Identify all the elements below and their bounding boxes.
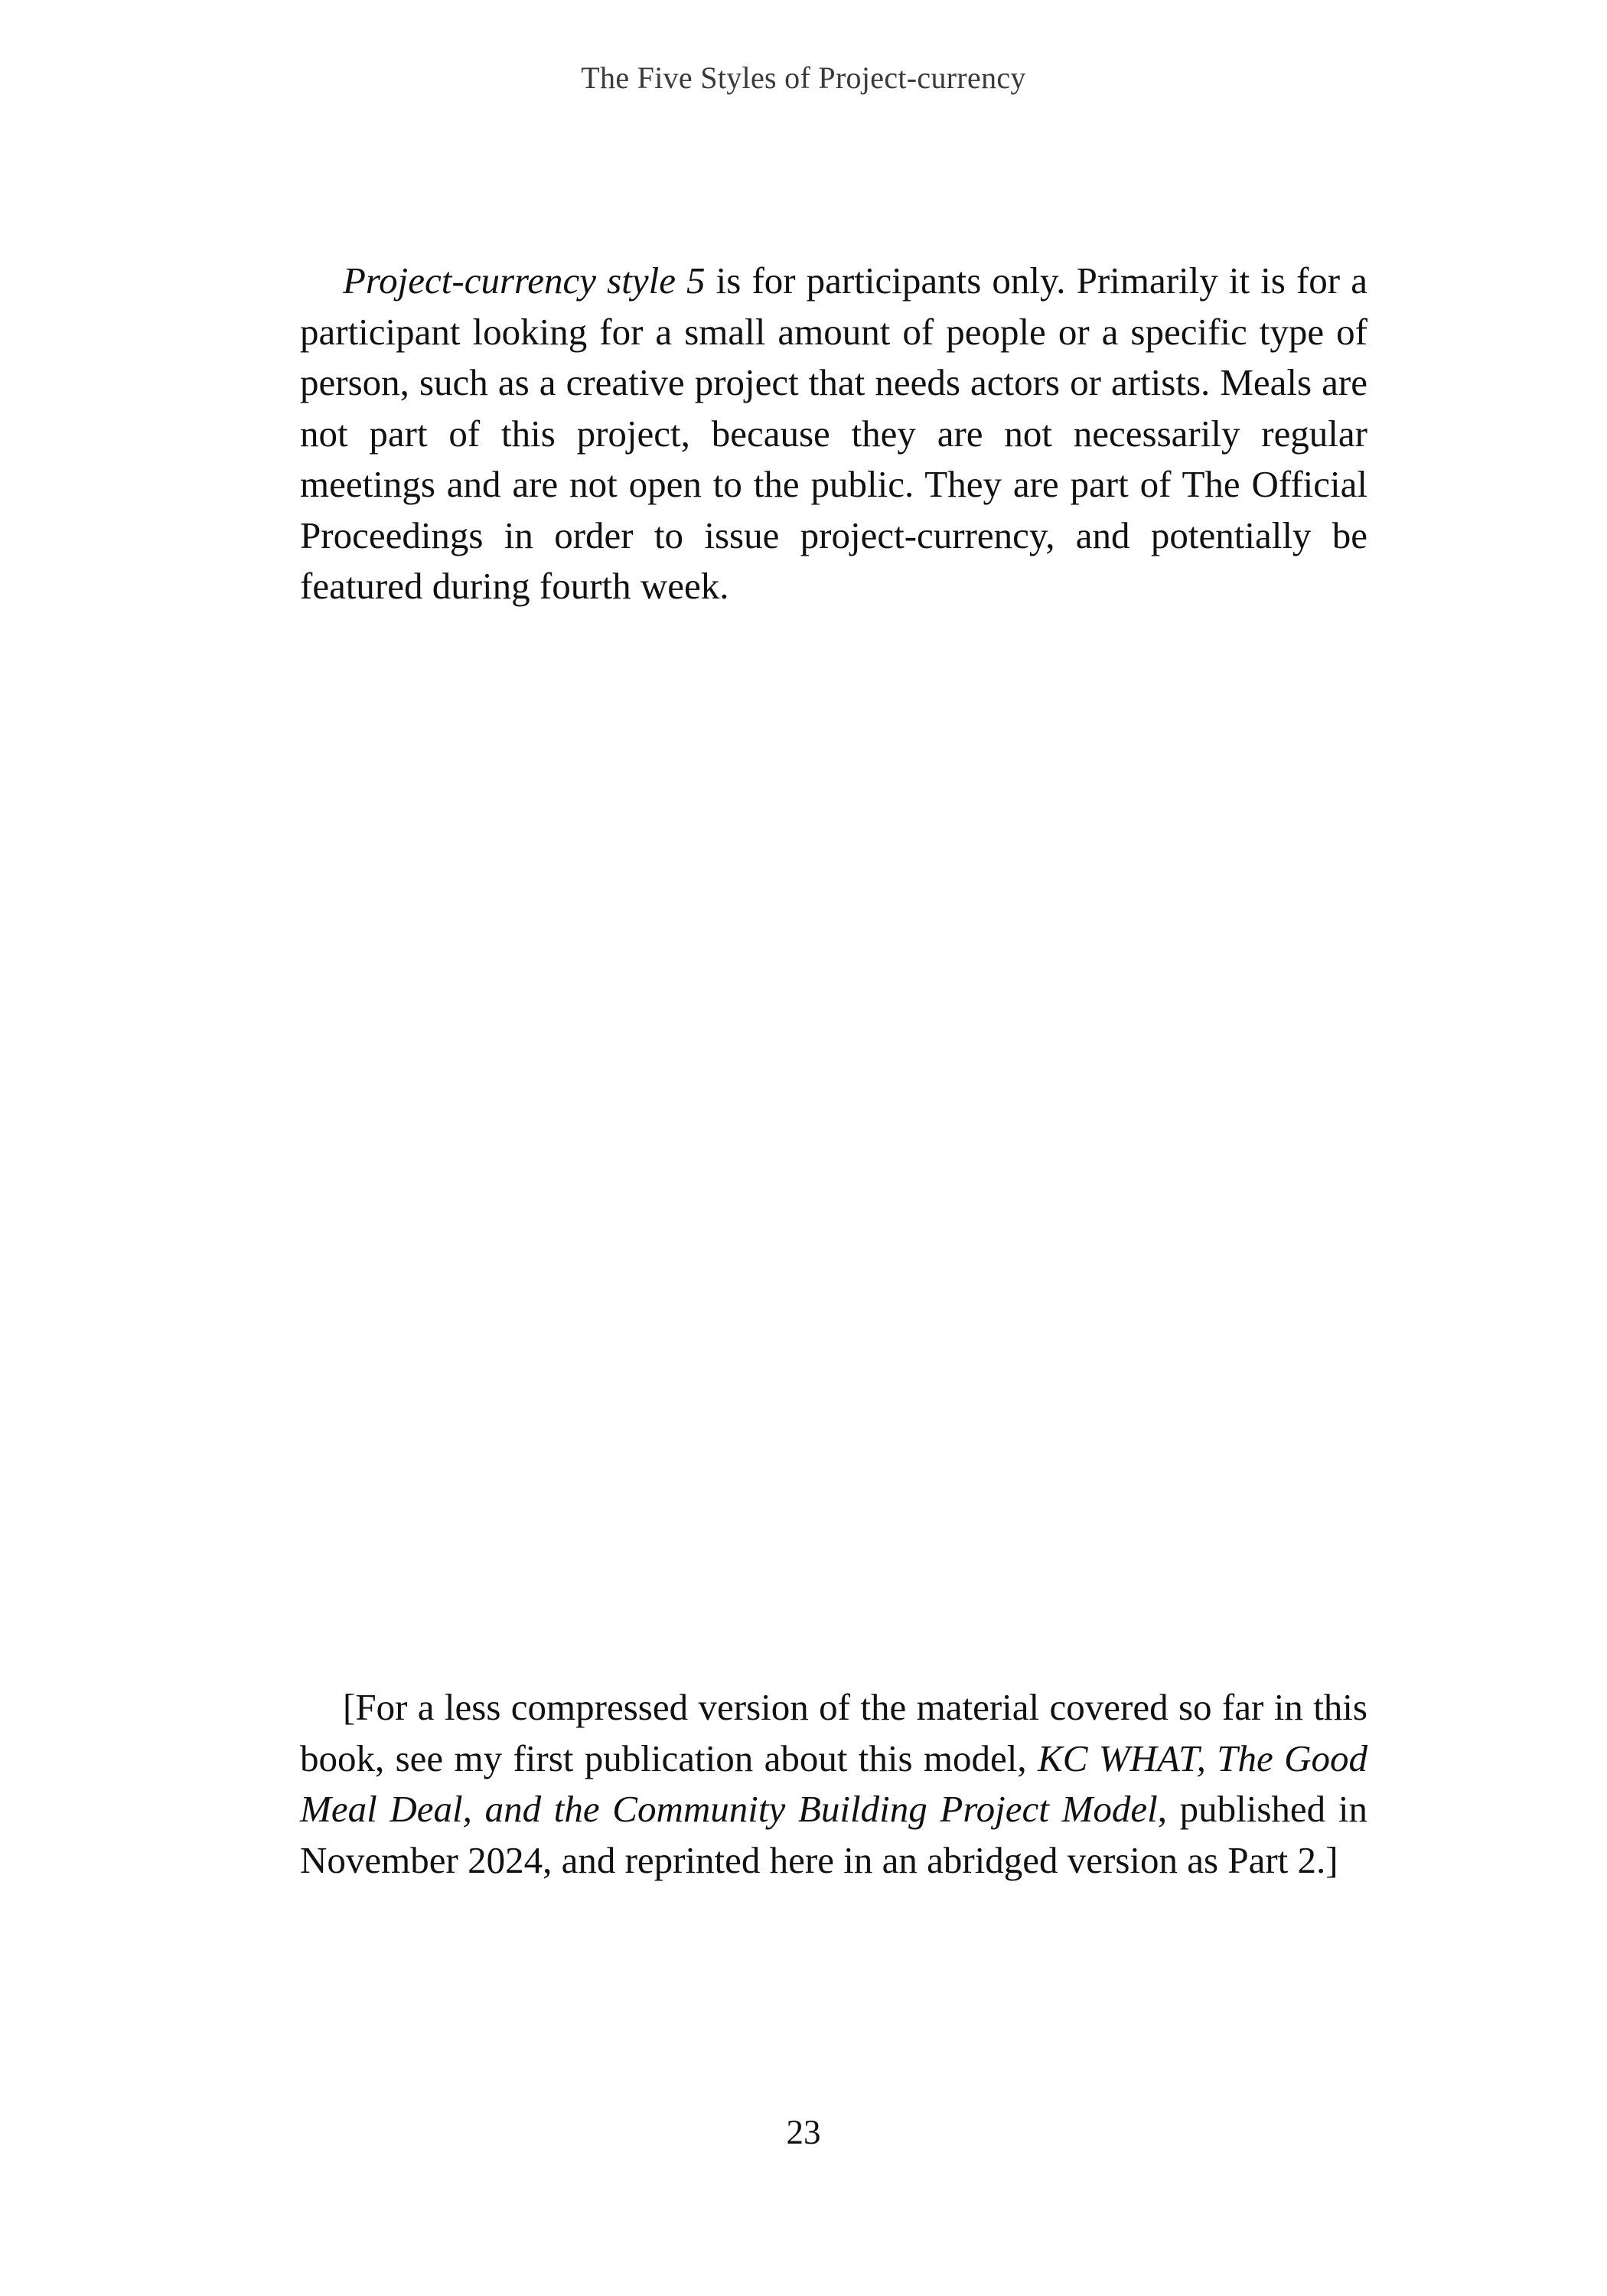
- paragraph-2-italic-title: KC WHAT, The Good Meal Deal, and the Community Building Project Model: [300, 1737, 1368, 1830]
- paragraph-project-currency-style-5: [300, 256, 1367, 612]
- body-text-upper: [300, 256, 1367, 612]
- paragraph-publication-note: [300, 1682, 1367, 1886]
- page-number: 23: [786, 2113, 821, 2151]
- paragraph-2-text-after: , published in November 2024, and reprinted here in an abridged version as Part 2.]: [300, 1788, 1367, 1881]
- running-header: The Five Styles of Project-currency: [581, 60, 1026, 95]
- paragraph-1-italic-lead: Project-currency style 5: [343, 259, 706, 302]
- paragraph-1-text: is for participants only. Primarily it is for a participant looking for a small amount of people or a specific type of person, such as a creative project that needs actors or artists. Meals are not part of this project, because they are not necessarily regular meetings and are not open to the public. They are part of The Official Proceedings in order to issue project-currency, and potentially be featured during fourth week.: [300, 259, 1367, 607]
- body-text-lower: [300, 1682, 1367, 1886]
- paragraph-2-text-before: [For a less compressed version of the material covered so far in this book, see my first publication about this model,: [300, 1686, 1367, 1779]
